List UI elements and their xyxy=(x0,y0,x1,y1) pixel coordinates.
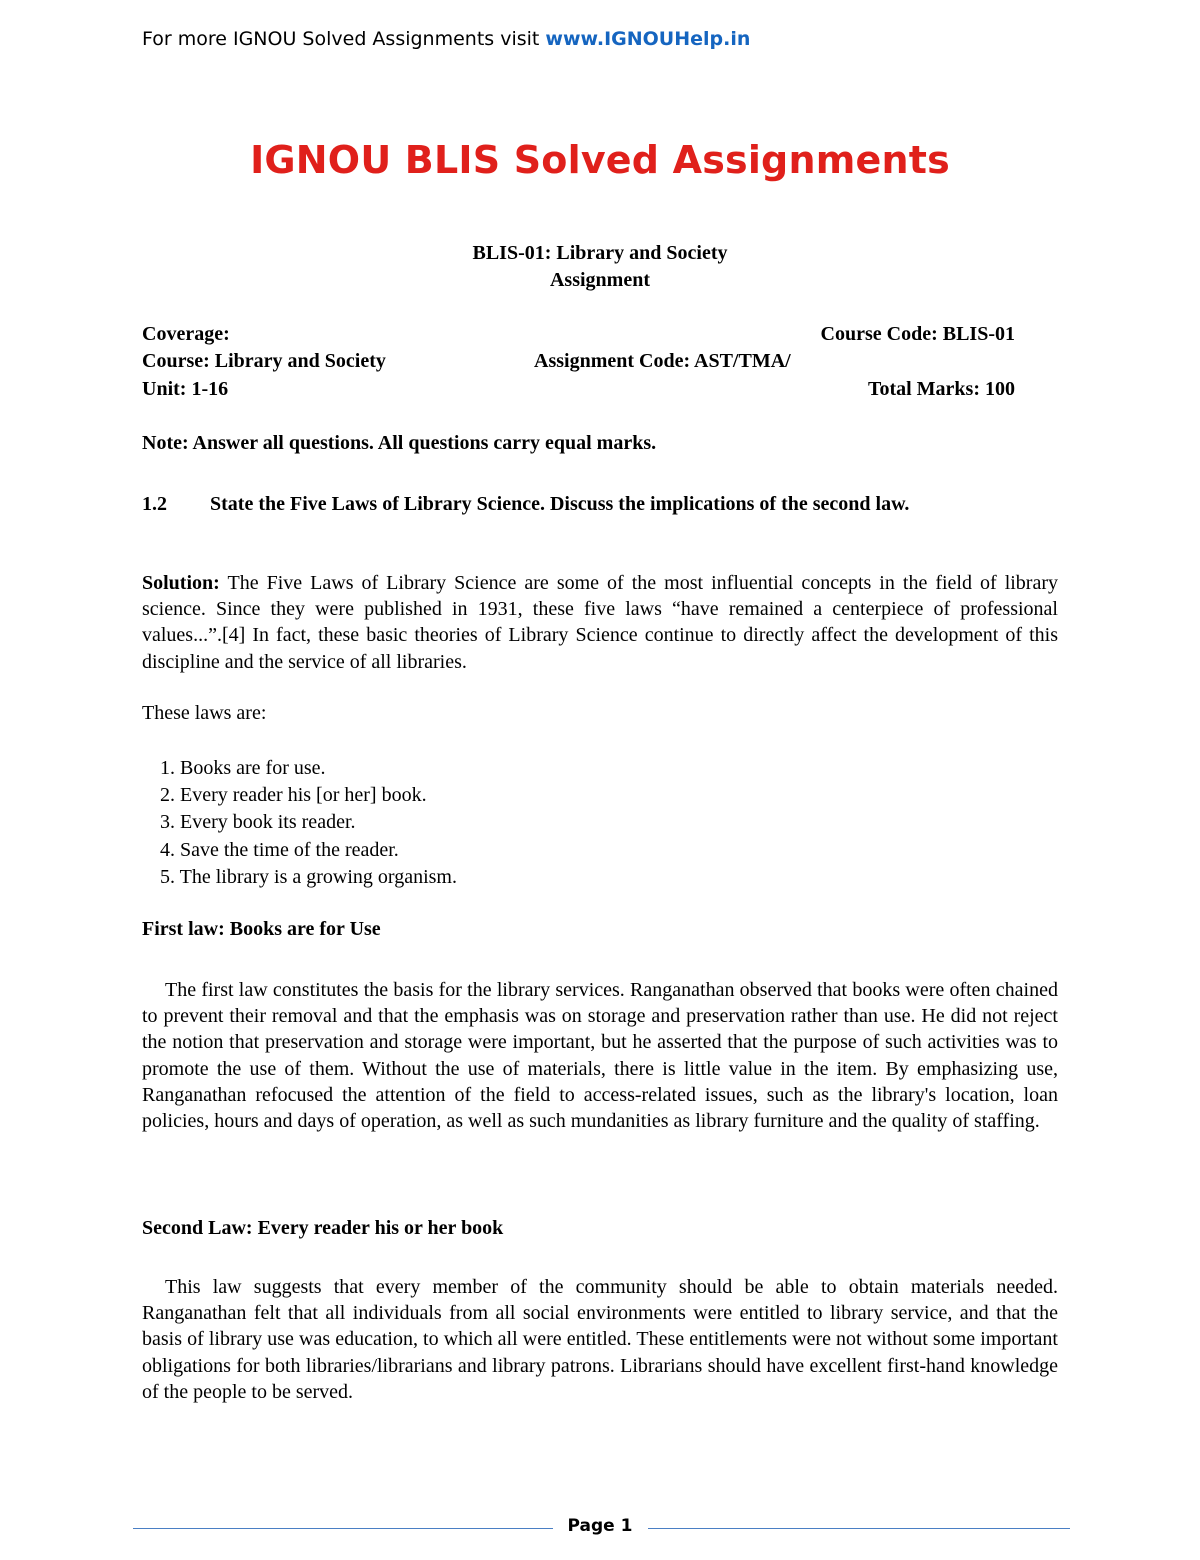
solution-text: The Five Laws of Library Science are some of the most influential concepts in the field of library science. Since they were published in 1931, these five laws “have remained a centerpiece of professional values...”.[4] In fact, these basic theories of Library Science continue to directly affect the development of this discipline and the service of all libraries. xyxy=(142,572,1058,673)
question-text: State the Five Laws of Library Science. Discuss the implications of the second law. xyxy=(210,493,910,515)
second-law-heading: Second Law: Every reader his or her book xyxy=(142,1217,504,1239)
first-law-heading: First law: Books are for Use xyxy=(142,918,381,940)
course-name: Course: Library and Society xyxy=(142,350,386,372)
list-item: 5. The library is a growing organism. xyxy=(160,865,457,888)
assignment-subtitle: Assignment xyxy=(549,269,650,291)
solution-paragraph xyxy=(142,570,1058,675)
unit-range: Unit: 1-16 xyxy=(142,378,229,400)
footer-rule-right xyxy=(648,1528,1070,1529)
list-item: 2. Every reader his [or her] book. xyxy=(160,784,427,807)
list-item: 3. Every book its reader. xyxy=(160,811,356,834)
header-text: For more IGNOU Solved Assignments visit xyxy=(142,28,546,50)
question-heading xyxy=(142,493,909,516)
page-number: Page 1 xyxy=(567,1516,633,1536)
second-law-paragraph: This law suggests that every member of the community should be able to obtain materials needed. Ranganathan felt that all individuals from all social environments were entitled to library service, and that the basis of library use was education, to which all were entitled. These entitlements were not without some important obligations for both libraries/librarians and library patrons. Librarians should have excellent first-hand knowledge of the people to be served. xyxy=(142,1276,1058,1403)
coverage-label: Coverage: xyxy=(142,323,230,345)
solution-label: Solution: xyxy=(142,572,220,594)
course-code: Course Code: BLIS-01 xyxy=(820,323,1015,345)
instructions-note: Note: Answer all questions. All questions carry equal marks. xyxy=(142,432,657,454)
question-number: 1.2 xyxy=(142,493,167,515)
assignment-code: Assignment Code: AST/TMA/ xyxy=(534,350,791,372)
footer-rule-left xyxy=(133,1528,553,1529)
laws-intro: These laws are: xyxy=(142,702,267,724)
first-law-paragraph: The first law constitutes the basis for the library services. Ranganathan observed that books were often chained to prevent their removal and that the emphasis was on storage and preservation rather than use. He did not reject the notion that preservation and storage were important, but he asserted that the purpose of such activities was to promote the use of them. Without the use of materials, there is little value in the item. By emphasizing use, Ranganathan refocused the attention of the field to access-related issues, such as the library's location, loan policies, hours and days of operation, as well as such mundanities as library furniture and the quality of staffing. xyxy=(142,979,1058,1133)
header-link[interactable]: www.IGNOUHelp.in xyxy=(545,28,751,50)
list-item: 4. Save the time of the reader. xyxy=(160,838,399,861)
laws-list xyxy=(160,755,457,891)
page-header xyxy=(142,28,750,50)
list-item: 1. Books are for use. xyxy=(160,757,326,779)
document-title: IGNOU BLIS Solved Assignments xyxy=(250,138,950,182)
total-marks: Total Marks: 100 xyxy=(867,378,1015,400)
course-subtitle: BLIS-01: Library and Society xyxy=(472,242,728,264)
